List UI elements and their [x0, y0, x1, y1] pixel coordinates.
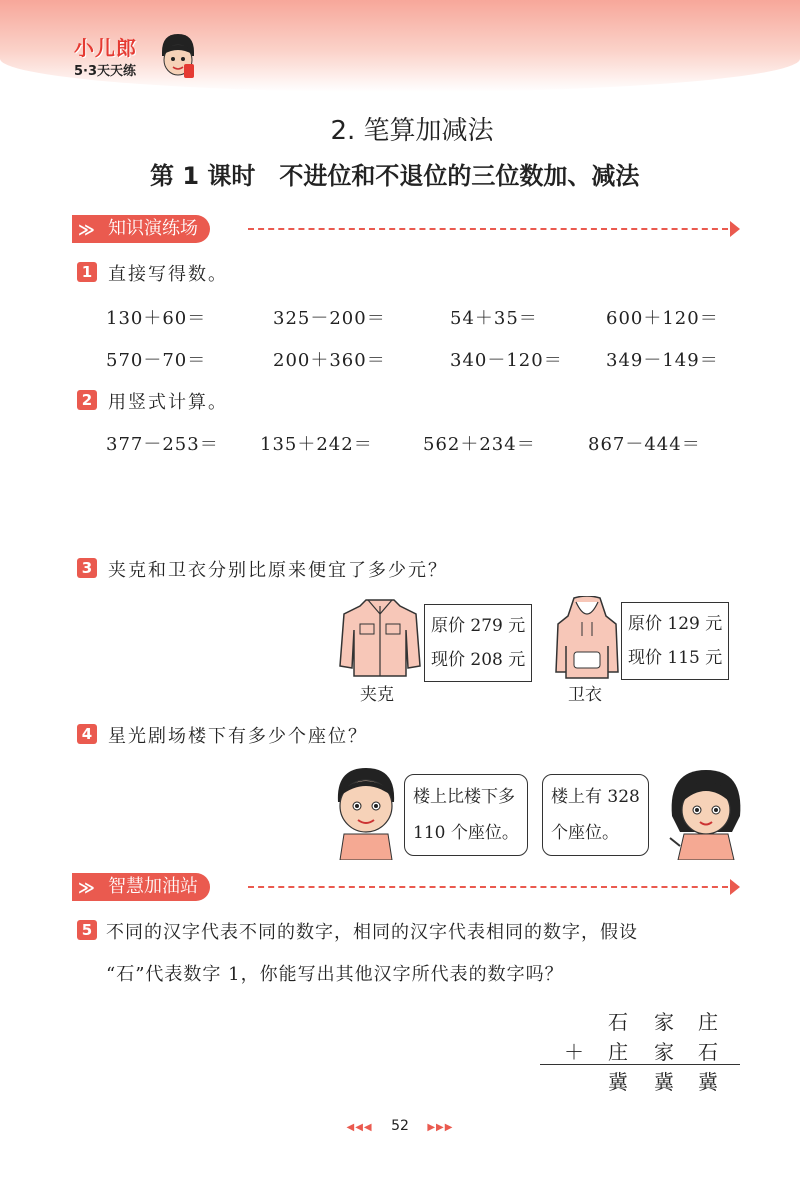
speech-bubble-boy [404, 774, 528, 856]
bubble-line: 楼上有 328 [551, 787, 640, 807]
question-text: 用竖式计算。 [108, 392, 228, 413]
question-number: 5 [77, 920, 97, 940]
expression: 135＋242＝ [260, 434, 373, 455]
page-title: 2. 笔算加减法 [330, 116, 494, 146]
logo-title: 小儿郎 [74, 36, 137, 60]
right-arrows-icon: ▶▶▶ [427, 1122, 454, 1133]
hoodie-price-box [621, 602, 729, 680]
section-label: 智慧加油站 [72, 873, 210, 901]
expression: 130＋60＝ [106, 308, 207, 329]
question-text: 星光剧场楼下有多少个座位？ [108, 726, 368, 747]
logo [70, 30, 200, 86]
logo-subtitle: 5·3天天练 [74, 64, 137, 79]
puzzle-char: 冀 [698, 1070, 718, 1094]
lesson-subtitle: 第 1 课时 不进位和不退位的三位数加、减法 [150, 162, 640, 190]
puzzle-char: 庄 [698, 1010, 718, 1034]
question-number: 4 [77, 724, 97, 744]
question-text: 不同的汉字代表不同的数字，相同的汉字代表相同的数字，假设 [106, 922, 638, 943]
expression: 867－444＝ [588, 434, 701, 455]
sum-line [540, 1064, 740, 1065]
question-text: 夹克和卫衣分别比原来便宜了多少元？ [108, 560, 448, 581]
question-text: 直接写得数。 [108, 264, 228, 285]
expression: 377－253＝ [106, 434, 219, 455]
question-number: 2 [77, 390, 97, 410]
expression: 570－70＝ [106, 350, 207, 371]
bubble-line: 个座位。 [551, 823, 619, 843]
question-text: “石”代表数字 1，你能写出其他汉字所代表的数字吗？ [106, 964, 564, 985]
hoodie-icon [554, 596, 620, 682]
expression: 340－120＝ [450, 350, 563, 371]
boy-face-icon [158, 30, 198, 82]
bubble-line: 110 个座位。 [413, 823, 519, 843]
expression: 325－200＝ [273, 308, 386, 329]
double-chevron-icon: ≫ [78, 220, 95, 239]
current-price: 现价 115 元 [628, 648, 723, 668]
arrow-right-icon [730, 879, 740, 895]
puzzle-char: 石 [698, 1040, 718, 1064]
puzzle-char: 庄 [608, 1040, 628, 1064]
double-chevron-icon: ≫ [78, 878, 95, 897]
puzzle-char: 冀 [608, 1070, 628, 1094]
expression: 562＋234＝ [423, 434, 536, 455]
expression: 54＋35＝ [450, 308, 538, 329]
dashed-divider [248, 228, 728, 230]
hoodie-caption: 卫衣 [568, 685, 602, 705]
expression: 200＋360＝ [273, 350, 386, 371]
question-number: 3 [77, 558, 97, 578]
puzzle-char: 冀 [654, 1070, 674, 1094]
puzzle-char: 家 [654, 1040, 674, 1064]
expression: 349－149＝ [606, 350, 719, 371]
original-price: 原价 279 元 [431, 616, 526, 636]
jacket-icon [338, 596, 422, 680]
addition-puzzle [540, 1000, 740, 1100]
page-number: 52 [391, 1118, 409, 1134]
dashed-divider [248, 886, 728, 888]
jacket-caption: 夹克 [360, 685, 394, 705]
question-number: 1 [77, 262, 97, 282]
jacket-price-box [424, 604, 532, 682]
current-price: 现价 208 元 [431, 650, 526, 670]
bubble-line: 楼上比楼下多 [413, 787, 515, 807]
page-footer [0, 1118, 800, 1134]
section-label: 知识演练场 [72, 215, 210, 243]
boy-character-icon [330, 762, 402, 860]
expression: 600＋120＝ [606, 308, 719, 329]
original-price: 原价 129 元 [628, 614, 723, 634]
speech-bubble-girl [542, 774, 649, 856]
puzzle-char: 家 [654, 1010, 674, 1034]
left-arrows-icon: ◀◀◀ [346, 1122, 373, 1133]
plus-sign: ＋ [564, 1040, 584, 1064]
girl-character-icon [666, 766, 746, 860]
puzzle-char: 石 [608, 1010, 628, 1034]
arrow-right-icon [730, 221, 740, 237]
